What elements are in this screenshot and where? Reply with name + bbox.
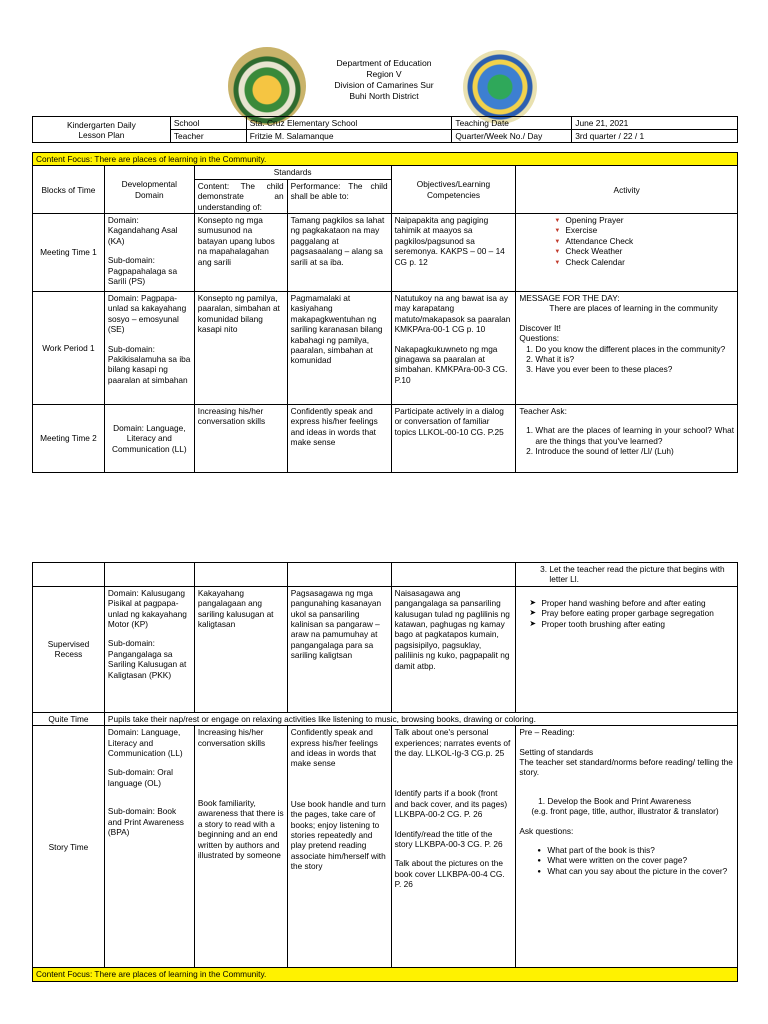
activity-item: ▼ Exercise: [565, 225, 734, 235]
activity-item: ▼ Attendance Check: [565, 236, 734, 246]
domain-cell: Domain: Pagpapa-unlad sa kakayahang sosyo – emosyunal (SE) Sub-domain: Pakikisalamuha sa iba bilang kasapi ng paaralan at simbahan: [104, 292, 194, 405]
letterhead-line: Department of Education: [336, 58, 432, 68]
quite-time-text: Pupils take their nap/rest or engage on relaxing activities like listening to music, browsing books, drawing or coloring.: [104, 712, 737, 725]
activity-cell: [516, 726, 738, 968]
domain-cell: Domain: Language, Literacy and Communication (LL) Sub-domain: Oral language (OL) Sub-domain: Book and Print Awareness (BPA): [104, 726, 194, 968]
teacher-value: Fritzie M. Salamanque: [246, 130, 452, 143]
block-label: Supervised Recess: [33, 586, 105, 712]
row-supervised-recess: [33, 586, 738, 712]
performance-std-cell: Pagsasagawa ng mga pangunahing kasanayan ukol sa pansariling kalinisan sa pangaraw – araw na pamumuhay at pangangalaga para sa sariling kaligtsan: [287, 586, 391, 712]
letterhead: [0, 58, 768, 102]
block-label: Quite Time: [33, 712, 105, 725]
question-item: ● What can you say about the picture in the cover?: [547, 866, 734, 876]
teacher-ask-label: Teacher Ask:: [519, 406, 567, 417]
content-focus-banner: Content Focus: There are places of learning in the Community.: [33, 153, 738, 166]
questions-label: Questions:: [519, 333, 560, 344]
setting-label: Setting of standards: [519, 746, 594, 757]
performance-std-cell: Pagmamalaki at kasiyahang makapagkwentuhan ng sariling karanasan bilang kabahagi ng pamilya, paaralan, simbahan at komunidad: [287, 292, 391, 405]
col-activity: Activity: [516, 166, 738, 214]
performance-std-cell: Confidently speak and express his/her feelings and ideas in words that make sense: [287, 405, 391, 473]
message-title: MESSAGE FOR THE DAY:: [519, 293, 620, 304]
col-performance-std: Performance: The child shall be able to:: [287, 179, 391, 213]
date-value: June 21, 2021: [572, 117, 738, 130]
qwd-label: Quarter/Week No./ Day: [452, 130, 572, 143]
activity-item: ➤ Pray before eating proper garbage segregation: [541, 608, 734, 618]
activity-item: ➤ Proper tooth brushing after eating: [541, 619, 734, 629]
activity-cell: [516, 292, 738, 405]
setting-body: The teacher set standard/norms before reading/ telling the story.: [519, 757, 733, 778]
question-item: 2. What it is?: [535, 354, 734, 364]
activity-cell: [516, 405, 738, 473]
question-item: ● What part of the book is this?: [547, 845, 734, 855]
ask-item: 3. Let the teacher read the picture that begins with letter Ll.: [549, 564, 734, 585]
objectives-cell: Naipapakita ang pagiging tahimik at maayos sa pagkilos/pagsunod sa seremonya. KAKPS – 00 – 14 CG p. 12: [391, 214, 516, 292]
letterhead-line: Division of Camarines Sur: [334, 80, 434, 90]
row-meeting-time-2: [33, 405, 738, 473]
block-label: Meeting Time 1: [33, 214, 105, 292]
info-table: [32, 116, 738, 143]
col-objectives: Objectives/Learning Competencies: [391, 166, 516, 214]
develop-item: 1. Develop the Book and Print Awareness: [547, 796, 734, 806]
objectives-cell: Natutukoy na ang bawat isa ay may karapatang matuto/makapasok sa paaralan KMKPAra-00-1 CG p. 10 Nakapagkukuwneto ng mga ginagawa sa paaralan at simbahan. KMKPAra-00-3 CG. P.10: [391, 292, 516, 405]
lesson-table-page1: [32, 152, 738, 473]
col-blocks: Blocks of Time: [33, 166, 105, 214]
activity-item: ➤ Proper hand washing before and after eating: [541, 598, 734, 608]
row-meeting-time-1: [33, 214, 738, 292]
activity-item: ▼ Opening Prayer: [565, 215, 734, 225]
activity-cell: [516, 214, 738, 292]
objectives-cell: Naisasagawa ang pangangalaga sa pansariling kalusugan tulad ng paglilinis ng katawan, paghugas ng kamay bago at pagkatapos kumain, pagsisipilyo, pagsuklay, paliliinis ng kuko, pagpapalit ng damit atbp.: [391, 586, 516, 712]
content-std-cell: Kakayahang pangalagaan ang sariling kalusugan at kaligtasan: [194, 586, 287, 712]
doc-title: Kindergarten Daily Lesson Plan: [33, 117, 171, 143]
ask-label: Ask questions:: [519, 825, 574, 836]
ask-item: 2. Introduce the sound of letter /Ll/ (Luh): [535, 446, 734, 456]
activity-cell: [516, 563, 738, 587]
row-quite-time: [33, 712, 738, 725]
content-std-cell: Increasing his/her conversation skills Book familiarity, awareness that there is a story to read with a beginning and an end written by authors and illustrated by someone: [194, 726, 287, 968]
content-focus-banner-bottom: Content Focus: There are places of learning in the Community.: [33, 968, 738, 981]
performance-std-cell: Tamang pagkilos sa lahat ng pagkakataon na may paggalang at pagsasaalang – alang sa sarili at sa iba.: [287, 214, 391, 292]
letterhead-line: Buhi North District: [349, 91, 419, 101]
row-work-period-1: [33, 292, 738, 405]
objectives-cell: Talk about one's personal experiences; narrates events of the day. LLKOL-Ig-3 CG.p. 25 Identify parts if a book (front and back cover, and its pages) LLKBPA-00-2 CG. P. 26 Identify/read the title of the story LLKBPA-00-3 CG. P. 26 Talk about the pictures on the book cover LLKBPA-00-4 CG. P. 26: [391, 726, 516, 968]
activity-cell: [516, 586, 738, 712]
objectives-cell: Participate actively in a dialog or conversation of familiar topics LLKOL-00-10 CG. P.25: [391, 405, 516, 473]
col-content-std: Content: The child demonstrate an understanding of:: [194, 179, 287, 213]
qwd-value: 3rd quarter / 22 / 1: [572, 130, 738, 143]
block-label: Story Time: [33, 726, 105, 968]
date-label: Teaching Date: [452, 117, 572, 130]
domain-cell: Domain: Kagandahang Asal (KA) Sub-domain: Pagpapahalaga sa Sarili (PS): [104, 214, 194, 292]
question-item: ● What were written on the cover page?: [547, 855, 734, 865]
content-std-cell: Konsepto ng pamilya, paaralan, simbahan at komunidad bilang kasapi nito: [194, 292, 287, 405]
col-domain: Developmental Domain: [104, 166, 194, 214]
content-std-cell: Konsepto ng mga sumusunod na batayan upang lubos na mapahalagahan ang sarili: [194, 214, 287, 292]
school-value: Sta. Cruz Elementary School: [246, 117, 452, 130]
teacher-label: Teacher: [170, 130, 246, 143]
domain-cell: Domain: Kalusugang Pisikal at pagpapa-unlad ng kakayahang Motor (KP) Sub-domain: Pangangalaga sa Sariling Kalusugan at Kaligtasan (PKK): [104, 586, 194, 712]
develop-example: (e.g. front page, title, author, illustrator & translator): [531, 806, 719, 817]
domain-cell: Domain: Language, Literacy and Communication (LL): [104, 405, 194, 473]
discover-label: Discover It!: [519, 322, 561, 333]
performance-std-cell: Confidently speak and express his/her feelings and ideas in words that make sense Use book handle and turn the pages, take care of books; enjoy listening to stories repeatedly and play pretend reading associate him/herself with the story: [287, 726, 391, 968]
block-label: Meeting Time 2: [33, 405, 105, 473]
letterhead-line: Region V: [366, 69, 402, 79]
block-label: Work Period 1: [33, 292, 105, 405]
message-body: There are places of learning in the community: [549, 303, 718, 314]
col-standards: Standards: [194, 166, 391, 179]
lesson-table-page2: [32, 562, 738, 982]
ask-item: 1. What are the places of learning in your school? What are the things that you've learned?: [535, 425, 734, 446]
pre-reading-label: Pre – Reading:: [519, 727, 575, 738]
row-continued: [33, 563, 738, 587]
question-item: 3. Have you ever been to these places?: [535, 364, 734, 374]
question-item: 1. Do you know the different places in the community?: [535, 344, 734, 354]
activity-item: ▼ Check Weather: [565, 246, 734, 256]
content-std-cell: Increasing his/her conversation skills: [194, 405, 287, 473]
row-story-time: [33, 726, 738, 968]
activity-item: ▼ Check Calendar: [565, 257, 734, 267]
school-label: School: [170, 117, 246, 130]
